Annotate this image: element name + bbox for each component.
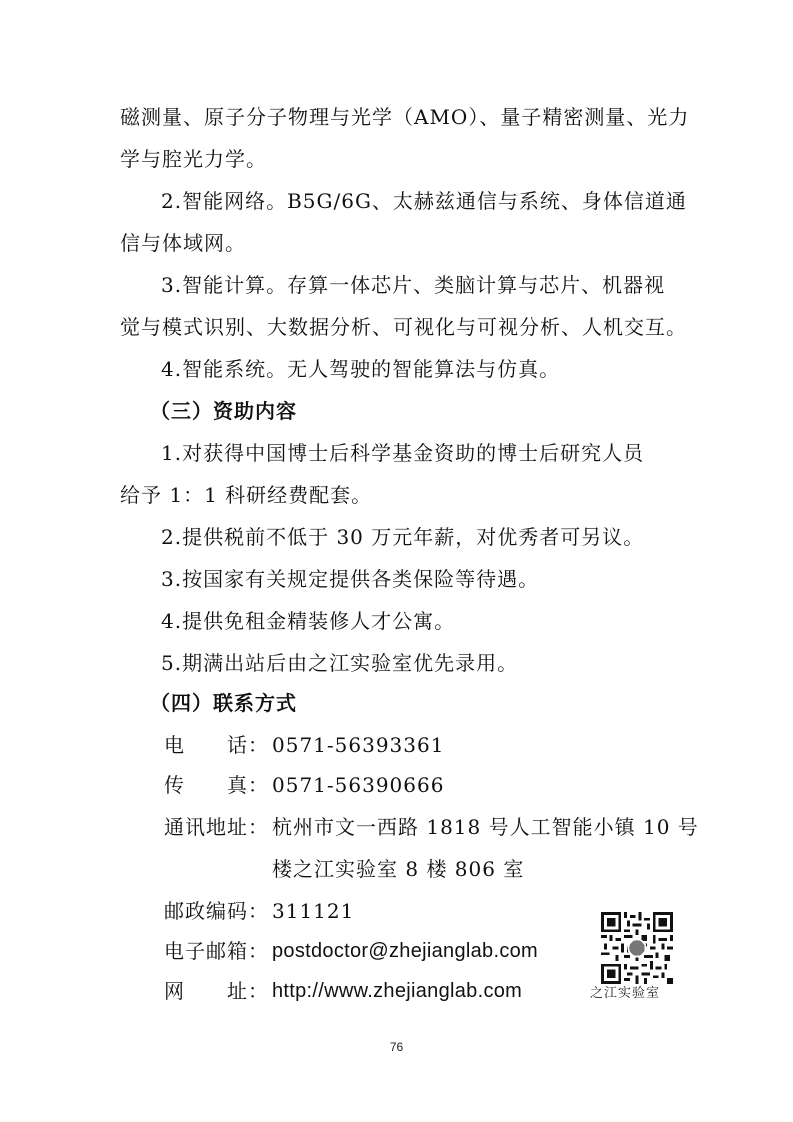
body-line: 觉与模式识别、大数据分析、可视化与可视分析、人机交互。	[120, 315, 687, 339]
fax-value: 0571-56390666	[272, 773, 445, 797]
body-line: 磁测量、原子分子物理与光学（AMO）、量子精密测量、光力	[120, 105, 690, 129]
web-label: 网 址：	[164, 979, 269, 1003]
body-line: 4.智能系统。无人驾驶的智能算法与仿真。	[161, 357, 561, 381]
address-value: 杭州市文一西路 1818 号人工智能小镇 10 号	[272, 815, 699, 839]
list-item: 2.提供税前不低于 30 万元年薪，对优秀者可另议。	[161, 525, 645, 549]
postcode-value: 311121	[272, 899, 355, 923]
qr-code-icon	[601, 912, 673, 984]
body-line: 2.智能网络。B5G/6G、太赫兹通信与系统、身体信道通	[161, 189, 687, 213]
email-link[interactable]: postdoctor@zhejianglab.com	[272, 940, 539, 962]
body-line: 学与腔光力学。	[120, 147, 267, 171]
web-link[interactable]: http://www.zhejianglab.com	[272, 980, 523, 1002]
page-number: 76	[389, 1040, 404, 1054]
section-heading: （四）联系方式	[150, 691, 297, 715]
list-item: 3.按国家有关规定提供各类保险等待遇。	[161, 567, 540, 591]
postcode-label: 邮政编码：	[164, 899, 269, 923]
address-value-cont: 楼之江实验室 8 楼 806 室	[272, 857, 525, 881]
list-item: 1.对获得中国博士后科学基金资助的博士后研究人员	[161, 441, 645, 465]
phone-label: 电 话：	[164, 733, 269, 757]
qr-caption: 之江实验室	[590, 986, 661, 1001]
email-label: 电子邮箱：	[164, 939, 269, 963]
list-item: 5.期满出站后由之江实验室优先录用。	[161, 651, 519, 675]
body-line: 信与体域网。	[120, 231, 246, 255]
section-heading: （三）资助内容	[150, 399, 297, 423]
list-item: 给予 1：1 科研经费配套。	[120, 483, 373, 507]
phone-value: 0571-56393361	[272, 733, 445, 757]
address-label: 通讯地址：	[164, 815, 269, 839]
fax-label: 传 真：	[164, 773, 269, 797]
list-item: 4.提供免租金精装修人才公寓。	[161, 609, 456, 633]
body-line: 3.智能计算。存算一体芯片、类脑计算与芯片、机器视	[161, 273, 666, 297]
